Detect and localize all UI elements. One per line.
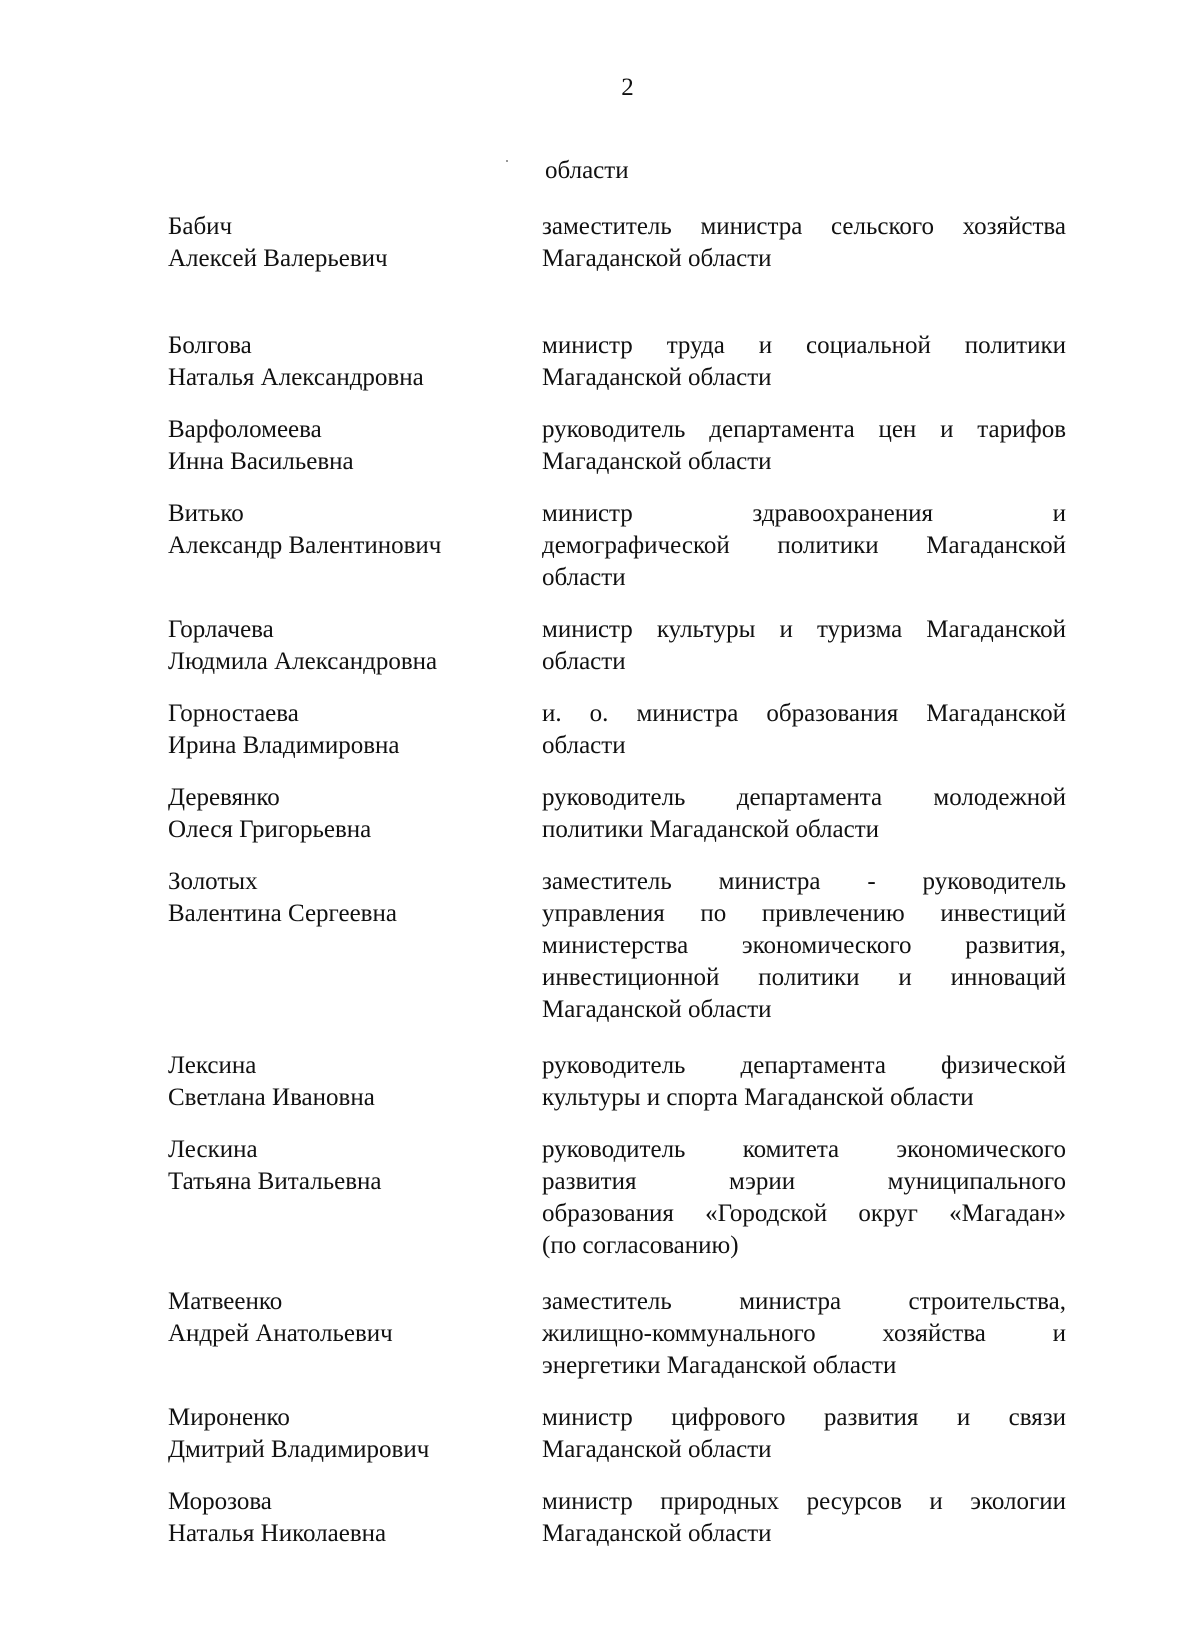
- member-position: [542, 1134, 1066, 1262]
- position-line: министр природных ресурсов и экологии: [542, 1488, 1066, 1515]
- position-line: культуры и спорта Магаданской области: [542, 1084, 974, 1111]
- member-given-names: Наталья Александровна: [168, 364, 424, 391]
- position-line: области: [542, 564, 626, 591]
- position-line: и. о. министра образования Магаданской: [542, 700, 1066, 727]
- position-line: министр здравоохранения и: [542, 500, 1066, 527]
- member-surname: Горлачева: [168, 616, 274, 643]
- member-given-names: Ирина Владимировна: [168, 732, 400, 759]
- position-line: Магаданской области: [542, 448, 772, 475]
- member-given-names: Олеся Григорьевна: [168, 816, 372, 843]
- position-line: руководитель комитета экономического: [542, 1136, 1066, 1163]
- member-surname: Горностаева: [168, 700, 299, 727]
- position-line: заместитель министра строительства,: [542, 1288, 1066, 1315]
- position-line: Магаданской области: [542, 1436, 772, 1463]
- member-position: [542, 1486, 1066, 1550]
- member-given-names: Александр Валентинович: [168, 532, 442, 559]
- position-line: министр цифрового развития и связи: [542, 1404, 1066, 1431]
- member-given-names: Валентина Сергеевна: [168, 900, 397, 927]
- position-line: образования «Городской округ «Магадан»: [542, 1200, 1066, 1227]
- member-given-names: Татьяна Витальевна: [168, 1168, 382, 1195]
- member-name: [168, 1286, 528, 1350]
- member-name: [168, 1486, 528, 1550]
- member-name: [168, 414, 528, 478]
- member-position: [542, 1050, 1066, 1114]
- member-surname: Болгова: [168, 332, 252, 359]
- position-line: руководитель департамента молодежной: [542, 784, 1066, 811]
- member-name: [168, 1402, 528, 1466]
- position-line: (по согласованию): [542, 1232, 739, 1259]
- position-line: заместитель министра сельского хозяйства: [542, 213, 1066, 240]
- member-position: [542, 414, 1066, 478]
- position-line: области: [542, 732, 626, 759]
- member-given-names: Наталья Николаевна: [168, 1520, 387, 1547]
- member-name: [168, 211, 528, 275]
- member-surname: Бабич: [168, 213, 233, 240]
- member-name: [168, 1134, 528, 1198]
- member-name: [168, 782, 528, 846]
- member-surname: Варфоломеева: [168, 416, 322, 443]
- member-name: [168, 330, 528, 394]
- member-given-names: Дмитрий Владимирович: [168, 1436, 430, 1463]
- member-position: [542, 866, 1066, 1026]
- member-position: [542, 1286, 1066, 1382]
- member-name: [168, 614, 528, 678]
- scan-speck: [506, 160, 508, 162]
- position-line: управления по привлечению инвестиций: [542, 900, 1066, 927]
- member-given-names: Инна Васильевна: [168, 448, 354, 475]
- member-surname: Витько: [168, 500, 244, 527]
- position-line: развития мэрии муниципального: [542, 1168, 1066, 1195]
- member-surname: Деревянко: [168, 784, 280, 811]
- member-surname: Золотых: [168, 868, 258, 895]
- member-surname: Лексина: [168, 1052, 257, 1079]
- member-position: [542, 614, 1066, 678]
- position-line: Магаданской области: [542, 1520, 772, 1547]
- continued-position-text: области: [545, 157, 629, 184]
- member-position: [542, 782, 1066, 846]
- member-surname: Матвеенко: [168, 1288, 283, 1315]
- member-position: [542, 330, 1066, 394]
- position-line: политики Магаданской области: [542, 816, 880, 843]
- position-line: руководитель департамента физической: [542, 1052, 1066, 1079]
- position-line: министр труда и социальной политики: [542, 332, 1066, 359]
- member-surname: Мироненко: [168, 1404, 290, 1431]
- member-given-names: Людмила Александровна: [168, 648, 438, 675]
- position-line: министерства экономического развития,: [542, 932, 1066, 959]
- member-name: [168, 498, 528, 562]
- member-name: [168, 698, 528, 762]
- position-line: министр культуры и туризма Магаданской: [542, 616, 1066, 643]
- position-line: Магаданской области: [542, 364, 772, 391]
- page-number: 2: [621, 74, 634, 101]
- member-surname: Лескина: [168, 1136, 258, 1163]
- member-position: [542, 1402, 1066, 1466]
- member-given-names: Алексей Валерьевич: [168, 245, 388, 272]
- position-line: заместитель министра - руководитель: [542, 868, 1066, 895]
- member-name: [168, 1050, 528, 1114]
- position-line: жилищно-коммунального хозяйства и: [542, 1320, 1066, 1347]
- position-line: руководитель департамента цен и тарифов: [542, 416, 1066, 443]
- position-line: инвестиционной политики и инноваций: [542, 964, 1066, 991]
- member-position: [542, 211, 1066, 275]
- member-given-names: Светлана Ивановна: [168, 1084, 375, 1111]
- position-line: демографической политики Магаданской: [542, 532, 1066, 559]
- member-position: [542, 698, 1066, 762]
- position-line: Магаданской области: [542, 245, 772, 272]
- member-name: [168, 866, 528, 930]
- member-position: [542, 498, 1066, 594]
- member-given-names: Андрей Анатольевич: [168, 1320, 393, 1347]
- member-surname: Морозова: [168, 1488, 272, 1515]
- position-line: области: [542, 648, 626, 675]
- position-line: энергетики Магаданской области: [542, 1352, 897, 1379]
- position-line: Магаданской области: [542, 996, 772, 1023]
